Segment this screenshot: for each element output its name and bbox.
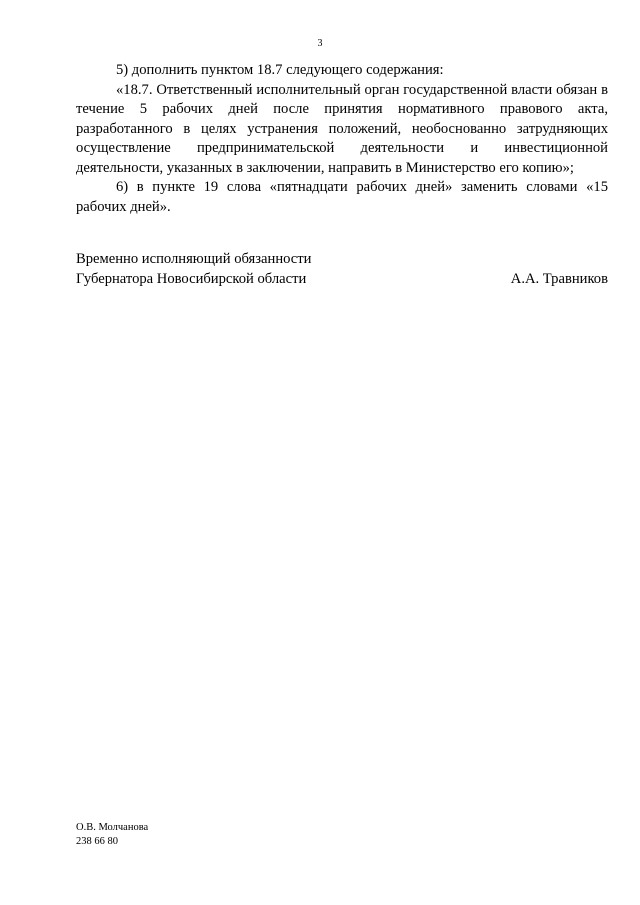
signatory-position-line2: Губернатора Новосибирской области: [76, 270, 307, 287]
document-body: [76, 61, 608, 217]
signature-line: [76, 270, 608, 290]
executor-name: О.В. Молчанова: [76, 822, 149, 833]
paragraph-item-5: 5) дополнить пунктом 18.7 следующего содержания:: [116, 62, 444, 78]
executor-phone: 238 66 80: [76, 835, 118, 847]
executor-block: [76, 821, 148, 848]
signature-block: [76, 250, 608, 289]
paragraph-item-6: 6) в пункте 19 слова «пятнадцати рабочих дней» заменить словами «15 рабочих дней».: [76, 179, 608, 215]
signatory-position-line1: Временно исполняющий обязанности: [76, 251, 312, 267]
signatory-name: А.А. Травников: [510, 270, 608, 287]
paragraph-quote-18-7: «18.7. Ответственный исполнительный орган государственной власти обязан в течение 5 рабочих дней после принятия нормативного правового акта, разработанного в целях устранения положений, необоснованно затрудняющих осуществление предпринимательской деятельности и инвестиционной деятельности, указанных в заключении, направить в Министерство его копию»;: [76, 81, 608, 176]
page-number: 3: [317, 38, 323, 49]
